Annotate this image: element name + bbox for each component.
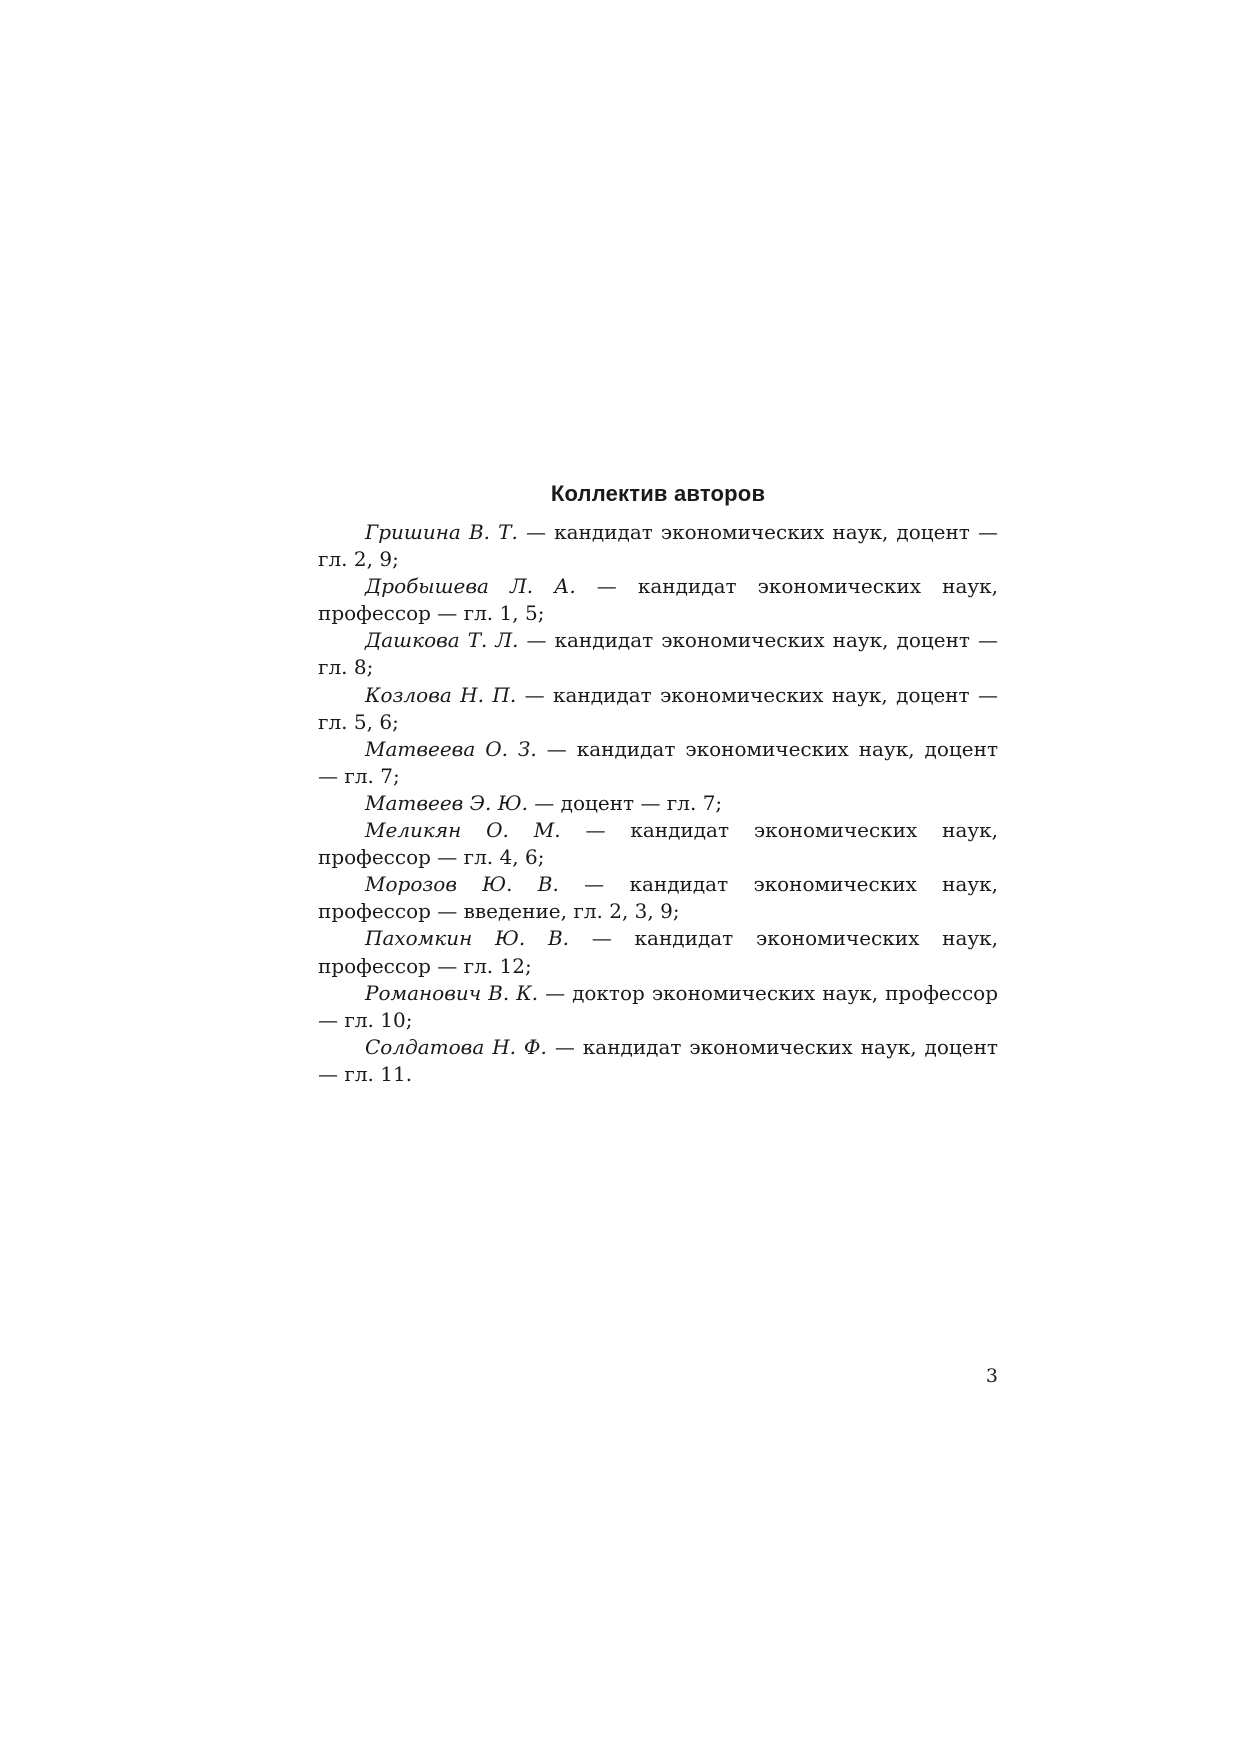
author-name: Меликян О. М. xyxy=(365,818,561,843)
author-entry xyxy=(318,980,998,1034)
author-name: Гришина В. Т. xyxy=(365,520,518,544)
author-entry xyxy=(318,682,998,736)
author-entry xyxy=(318,817,998,871)
author-name: Морозов Ю. В. xyxy=(365,872,559,897)
author-description: — доктор экономических наук, профессор — гл. 10; xyxy=(318,980,998,1032)
author-name: Козлова Н. П. xyxy=(365,682,517,707)
author-name: Романович В. К. xyxy=(365,980,539,1005)
author-name: Пахомкин Ю. В. xyxy=(365,926,570,951)
author-entry xyxy=(318,627,998,681)
author-name: Матвеев Э. Ю. xyxy=(365,790,528,815)
author-name: Дробышева Л. А. xyxy=(365,574,576,599)
author-description: — кандидат экономических наук, доцент — гл. 7; xyxy=(318,736,999,788)
author-entry xyxy=(318,925,998,979)
author-description: — кандидат экономических наук, профессор — гл. 12; xyxy=(318,926,998,978)
author-description: — кандидат экономических наук, доцент — гл. 11. xyxy=(318,1034,998,1086)
author-entry xyxy=(318,871,998,925)
author-entry xyxy=(318,573,998,627)
author-description: — кандидат экономических наук, доцент — гл. 2, 9; xyxy=(318,520,998,572)
author-description: — кандидат экономических наук, профессор — гл. 1, 5; xyxy=(318,574,998,626)
author-description: — кандидат экономических наук, профессор — введение, гл. 2, 3, 9; xyxy=(318,872,998,924)
author-name: Солдатова Н. Ф. xyxy=(365,1034,547,1059)
section-title: Коллектив авторов xyxy=(550,481,766,506)
authors-list xyxy=(318,519,998,1088)
page-number: 3 xyxy=(985,1365,998,1387)
author-description: — доцент — гл. 7; xyxy=(527,790,723,815)
author-name: Дашкова Т. Л. xyxy=(365,628,519,653)
author-name: Матвеева О. З. xyxy=(365,736,537,761)
author-description: — кандидат экономических наук, профессор — гл. 4, 6; xyxy=(318,818,998,870)
author-description: — кандидат экономических наук, доцент — гл. 5, 6; xyxy=(318,682,998,734)
author-entry xyxy=(318,736,998,790)
author-description: — кандидат экономических наук, доцент — гл. 8; xyxy=(318,628,998,680)
author-entry xyxy=(318,519,998,573)
author-entry xyxy=(318,1034,998,1088)
author-entry xyxy=(318,790,998,817)
